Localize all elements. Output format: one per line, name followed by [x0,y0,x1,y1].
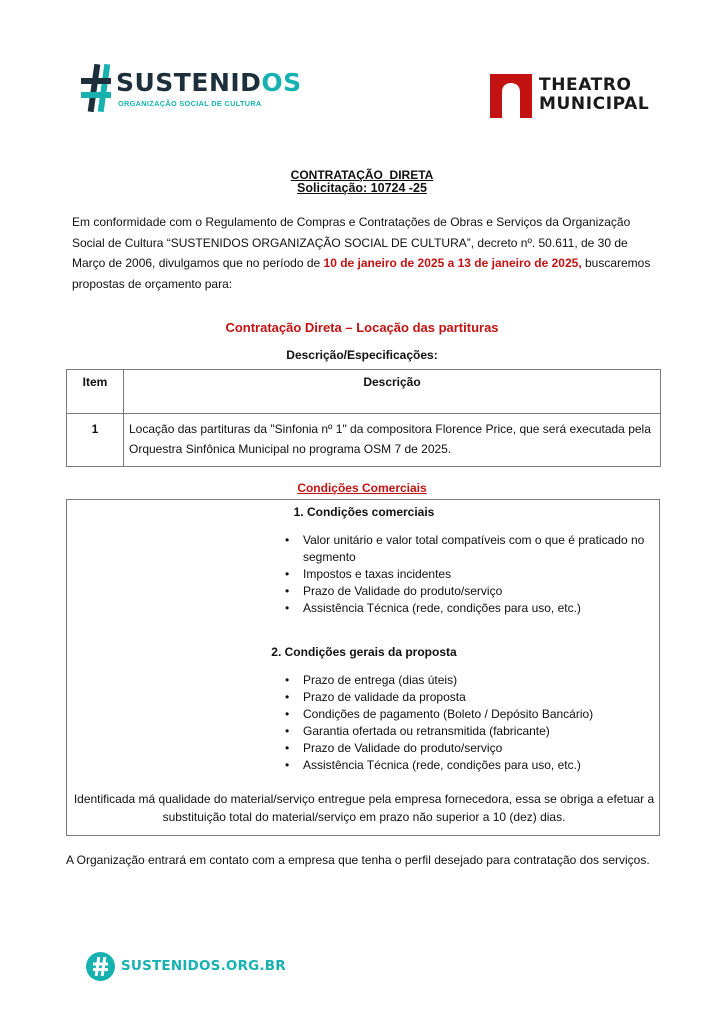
bullet-icon: • [285,758,290,772]
intro-paragraph: Em conformidade com o Regulamento de Compras e Contratações de Obras e Serviços da Organização Social de Cultura “SUSTENIDOS ORGANIZAÇÃO SOCIAL DE CULTURA”, decreto nº. 50.611, de 30 de Março de 2006, divulgamos que no período de 10 de janeiro de 2025 a 13 de janeiro de 2025, buscaremos propostas de orçamento para: [72,215,651,291]
list-item: • Prazo de Validade do produto/serviço [285,741,503,755]
footer-circle [86,952,115,981]
list-item: • Assistência Técnica (rede, condições para uso, etc.) [285,758,581,772]
footer-logo [86,952,286,984]
section-title: Contratação Direta – Locação das partituras [225,320,499,335]
general-conditions-title: 2. Condições gerais da proposta [271,645,457,659]
quality-note: Identificada má qualidade do material/serviço entregue pela empresa fornecedora, essa se obriga a efetuar a substituição total do material/serviço em prazo não superior a 10 (dez) dias. [73,792,655,824]
commercial-heading: Condições Comerciais [297,481,427,495]
sustenidos-logo [80,62,302,122]
bullet-icon: • [285,673,290,687]
table-row [67,414,661,467]
list-item: • Valor unitário e valor total compatíveis com o que é praticado no segmento [285,533,645,564]
sustenidos-wordmark: SUSTENIDOS [116,68,302,97]
request-number: Solicitação: 10724 -25 [297,181,427,195]
document-title: CONTRATAÇÃO DIRETA [290,168,434,182]
list-item: • Prazo de validade da proposta [285,690,466,704]
spec-title: Descrição/Especificações: [286,348,438,362]
hash-icon [86,952,115,981]
list-item: • Garantia ofertada ou retransmitida (fabricante) [285,724,550,738]
header-item: Item [67,370,124,414]
closing-paragraph: A Organização entrará em contato com a empresa que tenha o perfil desejado para contratação dos serviços. [66,853,650,867]
theatro-arch-icon [490,74,532,118]
row-description: Locação das partituras da "Sinfonia nº 1" da compositora Florence Price, que será executada pela Orquestra Sinfônica Municipal no programa OSM 7 de 2025. [124,414,661,467]
footer-url[interactable]: SUSTENIDOS.ORG.BR [121,958,286,974]
bullet-icon: • [285,533,290,547]
intro-period: 10 de janeiro de 2025 a 13 de janeiro de 2025, [323,256,582,270]
theatro-municipal-wordmark: THEATRO MUNICIPAL [539,75,650,114]
list-item: • Condições de pagamento (Boleto / Depósito Bancário) [285,707,594,721]
commercial-conditions-title: 1. Condições comerciais [293,505,435,519]
bullet-icon: • [285,566,290,581]
hash-icon [80,62,112,114]
bullet-icon: • [285,600,290,615]
row-item: 1 [67,414,124,467]
general-conditions-list [285,672,657,774]
commercial-conditions-list [285,532,657,617]
commercial-conditions-box [66,499,660,836]
header-description: Descrição [124,370,661,414]
bullet-icon: • [285,690,290,704]
list-item: • Prazo de entrega (dias úteis) [285,673,458,687]
bullet-icon: • [285,707,290,721]
list-item: • Assistência Técnica (rede, condições para uso, etc.) [285,600,581,615]
sustenidos-subtitle: ORGANIZAÇÃO SOCIAL DE CULTURA [118,99,262,108]
table-header-row [67,370,661,414]
list-item: • Impostos e taxas incidentes [285,566,452,581]
bullet-icon: • [285,583,290,598]
bullet-icon: • [285,724,290,738]
list-item: • Prazo de Validade do produto/serviço [285,583,503,598]
bullet-icon: • [285,741,290,755]
theatro-municipal-logo [490,72,660,122]
spec-table [66,369,661,467]
